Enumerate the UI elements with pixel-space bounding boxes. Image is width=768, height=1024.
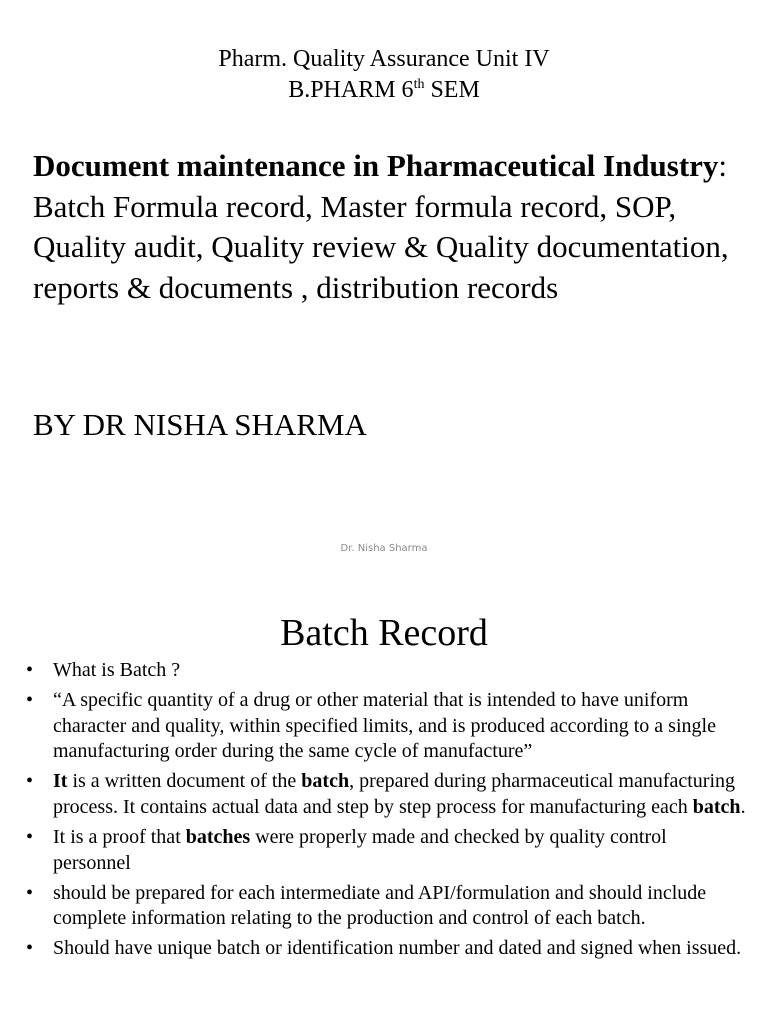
bullet-text: , prepared during pharmaceutical manufacturing process. It contains actual data and step by step process for manufacturing each <box>53 770 736 818</box>
semester-line <box>0 75 768 106</box>
bullet-bold-text: It <box>53 770 68 793</box>
bullet-list <box>26 658 746 967</box>
semester-prefix: B.PHARM 6 <box>288 77 414 103</box>
bullet-item <box>26 769 746 820</box>
bullet-bold-text: batch <box>301 770 350 793</box>
slide-2 <box>0 576 768 1024</box>
bullet-bold-text: batch <box>692 795 741 818</box>
slide-title: Batch Record <box>280 612 488 654</box>
bullet-bold-text: batches <box>185 826 251 849</box>
topic-paragraph <box>33 146 733 308</box>
semester-superscript: th <box>413 77 425 92</box>
topic-heading: Document maintenance in Pharmaceutical Industry <box>33 148 719 183</box>
bullet-dot: • <box>26 881 34 904</box>
bullet-item <box>26 825 746 876</box>
bullet-dot: • <box>26 770 34 793</box>
bullet-item <box>26 658 746 684</box>
topic-list: : Batch Formula record, Master formula record, SOP, Quality audit, Quality review & Quality documentation, reports & documents , distribution records <box>33 148 729 305</box>
bullet-text: is a written document of the <box>67 770 302 793</box>
course-title: Pharm. Quality Assurance Unit IV <box>218 46 550 72</box>
bullet-text: What is Batch ? <box>53 659 181 681</box>
author-line: BY DR NISHA SHARMA <box>33 407 367 442</box>
semester-suffix: SEM <box>424 77 480 103</box>
bullet-text: Should have unique batch or identification number and dated and signed when issued. <box>53 937 742 960</box>
bullet-dot: • <box>26 689 34 712</box>
bullet-text: should be prepared for each intermediate and API/formulation and should include complete information relating to the production and control of each batch. <box>53 881 707 930</box>
bullet-dot: • <box>26 937 34 960</box>
bullet-item <box>26 936 746 962</box>
bullet-dot: • <box>26 659 34 681</box>
slide-header <box>0 44 768 106</box>
bullet-text: were properly made and checked by quality control personnel <box>53 826 667 874</box>
bullet-item <box>26 881 746 932</box>
slide-footer: Dr. Nisha Sharma <box>340 543 428 554</box>
bullet-item <box>26 688 746 765</box>
bullet-text: . <box>740 795 746 818</box>
bullet-dot: • <box>26 826 34 849</box>
bullet-text: “A specific quantity of a drug or other material that is intended to have uniform character and quality, within specified limits, and is produced according to a single manufacturing order during the same cycle of manufacture” <box>53 689 716 763</box>
bullet-text: It is a proof that <box>53 826 186 849</box>
